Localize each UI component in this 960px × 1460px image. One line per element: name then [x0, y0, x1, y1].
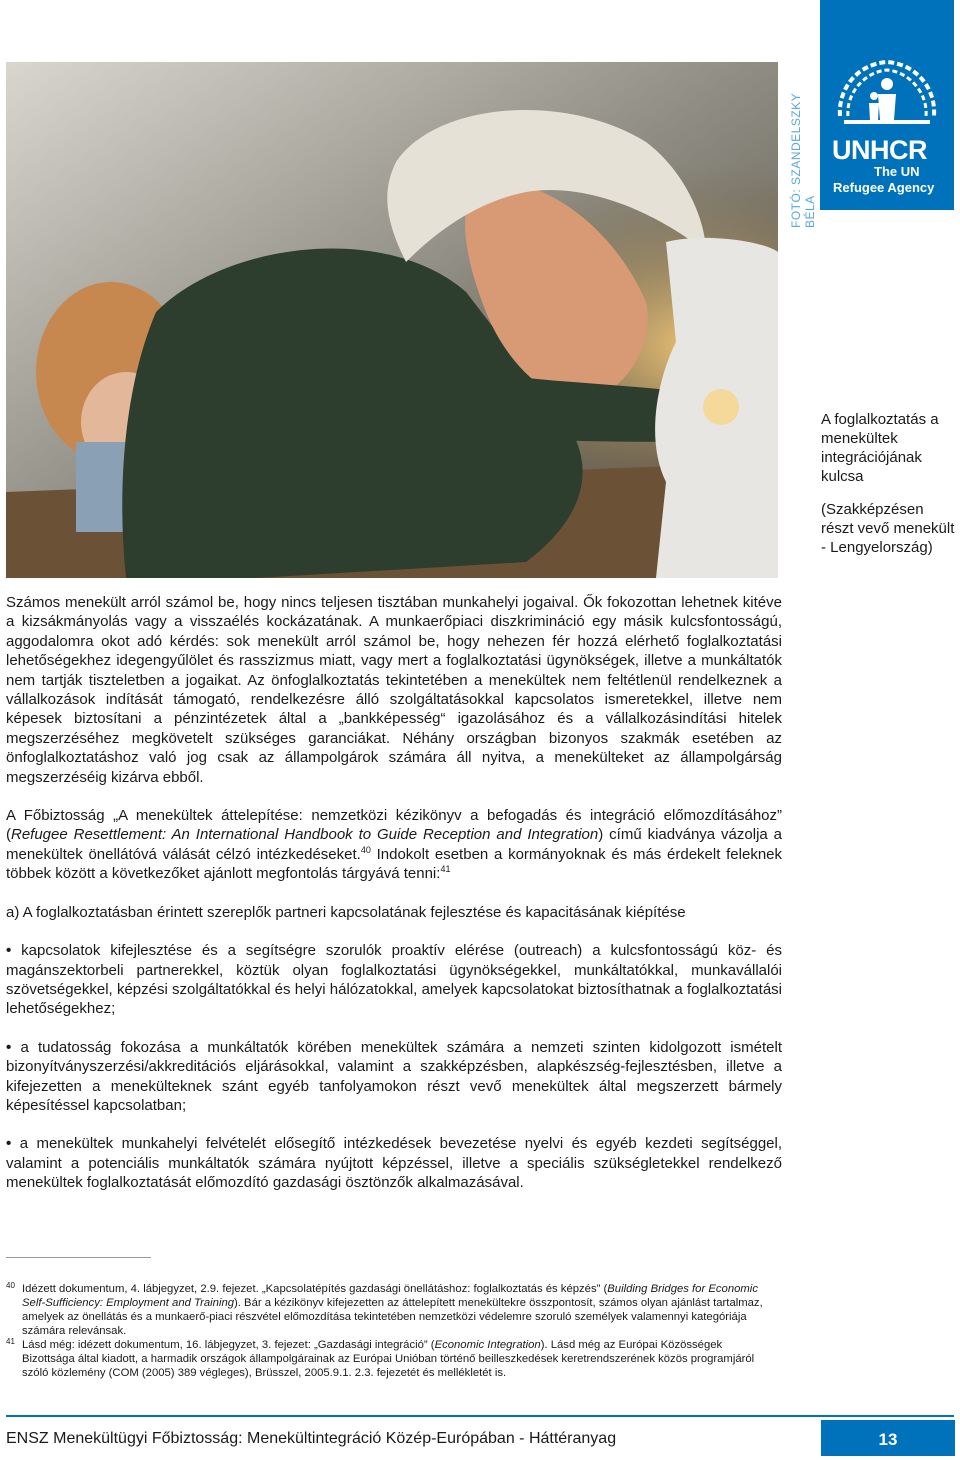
footnote-41	[6, 1338, 776, 1380]
photo-credit: FOTÓ: SZANDELSZKY BÉLA	[789, 93, 817, 228]
photo-illustration	[6, 62, 778, 578]
list-item	[6, 1038, 782, 1116]
italic-title: Economic Integration	[434, 1339, 541, 1351]
footnote-divider	[6, 1257, 151, 1258]
footnote-ref-40[interactable]: 40	[360, 844, 371, 855]
footer-divider	[6, 1415, 954, 1417]
text-run: Lásd még: idézett dokumentum, 16. lábjegyzet, 3. fejezet: „Gazdasági integráció” (	[22, 1339, 435, 1351]
unhcr-logo	[820, 0, 954, 210]
footnote-number: 41	[6, 1337, 15, 1346]
text-run: ) című kiadványa vázolja a menekültek önellátóvá válását célzó intézkedéseket.	[6, 826, 782, 863]
footnote-number: 40	[6, 1281, 15, 1290]
text-run: ). Bár a kézikönyv kifejezetten az áttelepített menekültekre összpontosít, számos olyan ajánlást tartalmaz, amelyek az önellátás és a munkaerő-piaci részvétel előmozdítása tekintetében nemzetközi védelemre szoruló személyek valamennyi kategóriája számára relevánsak.	[22, 1297, 763, 1337]
footnotes	[6, 1282, 776, 1380]
caption-title: A foglalkoztatás a menekültek integrációjának kulcsa	[821, 411, 939, 485]
footnote-40	[6, 1282, 776, 1338]
caption-note: (Szakképzésen részt vevő menekült - Lengyelország)	[821, 501, 955, 556]
hero-photo	[6, 62, 778, 578]
italic-title: Building Bridges for Economic Self-Sufficiency: Employment and Training	[22, 1283, 758, 1309]
main-text	[6, 593, 782, 1212]
bullet-icon: •	[6, 942, 12, 960]
list-item-text: a menekültek munkahelyi felvételét elősegítő intézkedések bevezetése nyelvi és egyéb kezdeti segítséggel, valamint a potenciális munkáltatók számára nyújtott képzéssel, illetve a speciális szükségletekkel rendelkező menekültek foglalkoztatását előmozdító gazdasági ösztönzők alkalmazásával.	[6, 1135, 782, 1192]
list-item	[6, 941, 782, 1019]
unhcr-emblem-icon	[834, 58, 940, 130]
list-item	[6, 1134, 782, 1192]
italic-title: Refugee Resettlement: An International Handbook to Guide Reception and Integration	[11, 826, 599, 844]
text-run: Idézett dokumentum, 4. lábjegyzet, 2.9. fejezet. „Kapcsolatépítés gazdasági önellátáshoz: foglalkoztatás és képzés” (	[22, 1283, 608, 1295]
bullet-icon: •	[6, 1135, 12, 1153]
text-run: ). Lásd még az Európai Közösségek Bizottsága által kiadott, a harmadik országok állampolgárainak az Európai Unióban történő beilleszkedések keretrendszerének közös programjáról szóló közlemény (COM (2005) 389 végleges), Brüsszel, 2005.9.1. 2.3. fejezetét és mellékletét is.	[22, 1339, 755, 1379]
list-item-text: kapcsolatok kifejlesztése és a segítségre szorulók proaktív elérése (outreach) a kulcsfontosságú köz- és magánszektorbeli partnerekkel, köztük olyan foglalkoztatási ügynökségekkel, munkáltatókkal, munkavállalói szövetségekkel, képzési szolgáltatókkal és helyi hálózatokkal, amelyek kapcsolatokat biztosíthatnak a foglalkoztatási lehetőségekhez;	[6, 942, 782, 1018]
logo-subtitle-2: Refugee Agency	[833, 180, 935, 195]
logo-subtitle-1: The UN	[874, 164, 920, 179]
footnote-ref-41[interactable]: 41	[440, 864, 451, 875]
bullet-list	[6, 941, 782, 1192]
paragraph-1: Számos menekült arról számol be, hogy nincs teljesen tisztában munkahelyi jogaival. Ők fokozottan lehetnek kitéve a kizsákmányolás vagy a visszaélés kockázatának. A munkaerőpiaci diszkrimináció egy másik kulcsfontosságú, aggodalomra okot adó kérdés: sok menekült arról számol be, hogy nehezen fér hozzá elérhető foglalkoztatási lehetőségekhez idegengyűlölet és rasszizmus miatt, vagy mert a foglalkoztatási ügynökségek, illetve a munkáltatók nem tartják tiszteletben a jogaikat. Az önfoglalkoztatás tekintetében a menekültek nem feltétlenül rendelkeznek a vállalkozások indítását támogató, rendelkezésre álló szolgáltatásokkal kapcsolatos ismeretekkel, illetve nem képesek biztosítani a pénzintézetek által a „bankképesség“ igazolásához és a vállalkozásindítási hitelek megszerzéséhez megkövetelt szükséges garanciákat. Néhány országban bizonyos szakmák esetében az önfoglalkoztatáshoz való jog csak az állampolgárok számára áll nyitva, a menekülteket az állampolgárság megszerzéséig kizárva ebből.	[6, 594, 782, 786]
footer-title: ENSZ Menekültügyi Főbiztosság: Menekültintegráció Közép-Európában - Háttéranyag	[6, 1430, 617, 1447]
page-number: 13	[821, 1420, 955, 1456]
logo-name: UNHCR	[832, 135, 927, 165]
section-heading-a: a) A foglalkoztatásban érintett szereplők partneri kapcsolatának fejlesztése és kapacitásának kiépítése	[6, 903, 686, 921]
text-run: Indokolt esetben a kormányoknak és más érdekelt feleknek többek között a következőket ajánlott megfontolás tárgyává tenni:	[6, 845, 782, 883]
bullet-icon: •	[6, 1038, 12, 1056]
paragraph-2	[6, 806, 782, 884]
list-item-text: a tudatosság fokozása a munkáltatók körében menekültek számára a nemzeti szinten kidolgozott ismételt bizonyítványszerzési/akkreditációs eljárásokkal, valamint a szakképzésben, alapkészség-fejlesztésben, illetve a kifejezetten a menekülteknek szánt egyéb tanfolyamokon részt vevő menekültek által megszerzett bármely képesítéssel kapcsolatban;	[6, 1038, 782, 1114]
text-run: A Főbiztosság „A menekültek áttelepítése: nemzetközi kézikönyv a befogadás és integráció előmozdításához” (	[6, 807, 782, 844]
photo-caption	[821, 410, 955, 571]
